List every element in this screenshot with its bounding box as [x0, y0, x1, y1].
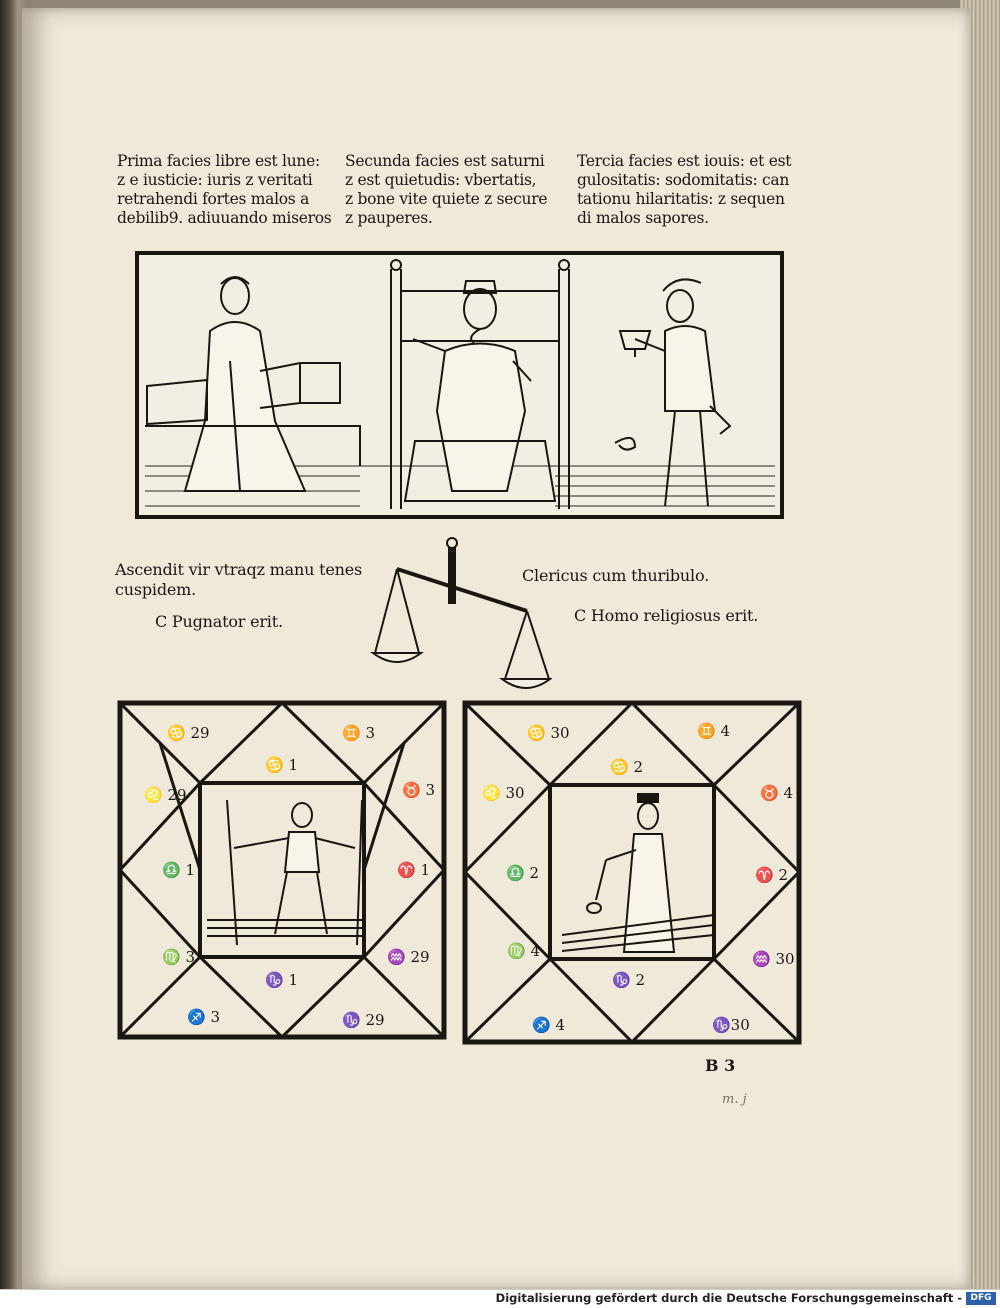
caption-left-line-2: cuspidem.	[115, 580, 197, 599]
woodcut-three-figures	[135, 251, 784, 519]
chart1-house-left-upper: ♌ 29	[144, 786, 187, 804]
horoscope-chart-1	[117, 700, 447, 1040]
book-page	[22, 8, 970, 1290]
chart2-house-bottom-right: ♑30	[712, 1016, 750, 1034]
chart1-house-right-upper: ♉ 3	[402, 781, 435, 799]
caption-left-line-1: Ascendit vir vtraqz manu tenes	[115, 560, 362, 579]
chart2-house-bottom-left: ♐ 4	[532, 1016, 565, 1034]
text-line: z e iusticie: iuris z veritati	[117, 171, 313, 189]
text-line: gulositatis: sodomitatis: can	[577, 171, 790, 189]
chart1-house-left-lower: ♍ 3	[162, 948, 195, 966]
caption-right-line-1: Clericus cum thuribulo.	[522, 566, 709, 585]
text-column-3	[577, 152, 791, 228]
text-column-1	[117, 152, 331, 228]
chart1-house-inner-top: ♋ 1	[265, 756, 298, 774]
balance-scale-icon	[367, 533, 552, 698]
chart2-house-left-mid: ♎ 2	[506, 864, 539, 882]
text-line: retrahendi fortes malos a	[117, 190, 310, 208]
chart2-house-right-mid: ♈ 2	[755, 866, 788, 884]
text-line: z bone vite quiete z secure	[345, 190, 548, 208]
chart2-house-top-center: ♊ 4	[697, 722, 730, 740]
text-line: Prima facies libre est lune:	[117, 152, 320, 170]
text-line: debilib9. adiuuando miseros	[117, 209, 332, 227]
text-line: tationu hilaritatis: z sequen	[577, 190, 785, 208]
caption-left-result: C Pugnator erit.	[155, 612, 283, 631]
chart2-house-top-left: ♋ 30	[527, 724, 570, 742]
chart2-house-left-lower: ♍ 4	[507, 942, 540, 960]
text-line: z pauperes.	[345, 209, 433, 227]
chart1-house-inner-bottom: ♑ 1	[265, 971, 298, 989]
chart1-house-bottom-right: ♑ 29	[342, 1011, 385, 1029]
chart1-house-top-center: ♊ 3	[342, 724, 375, 742]
chart1-house-left-mid: ♎ 1	[162, 861, 195, 879]
dfg-logo: DFG	[966, 1292, 996, 1305]
chart2-house-right-lower: ♒ 30	[752, 950, 795, 968]
chart1-house-right-mid: ♈ 1	[397, 861, 430, 879]
figure-with-two-staffs	[207, 800, 362, 945]
text-line: Secunda facies est saturni	[345, 152, 545, 170]
text-line: di malos sapores.	[577, 209, 709, 227]
footer-credit-text: Digitalisierung gefördert durch die Deutsche Forschungsgemeinschaft -	[495, 1291, 962, 1305]
caption-right-result: C Homo religiosus erit.	[574, 606, 759, 625]
chart1-house-right-lower: ♒ 29	[387, 948, 430, 966]
horoscope-chart-2	[462, 700, 802, 1045]
text-line: z est quietudis: vbertatis,	[345, 171, 537, 189]
footer-bar	[0, 1289, 1000, 1308]
chart1-house-bottom-left: ♐ 3	[187, 1008, 220, 1026]
chart2-house-inner-bottom: ♑ 2	[612, 971, 645, 989]
chart2-house-right-upper: ♉ 4	[760, 784, 793, 802]
signature-mark: B 3	[705, 1056, 736, 1075]
pencil-note: m. j	[722, 1092, 747, 1107]
text-column-2	[345, 152, 547, 228]
text-line: Tercia facies est iouis: et est	[577, 152, 792, 170]
chart2-house-inner-top: ♋ 2	[610, 758, 643, 776]
chart2-house-left-upper: ♌ 30	[482, 784, 525, 802]
chart1-house-top-left: ♋ 29	[167, 724, 210, 742]
cleric-with-censer-figure	[562, 794, 714, 952]
